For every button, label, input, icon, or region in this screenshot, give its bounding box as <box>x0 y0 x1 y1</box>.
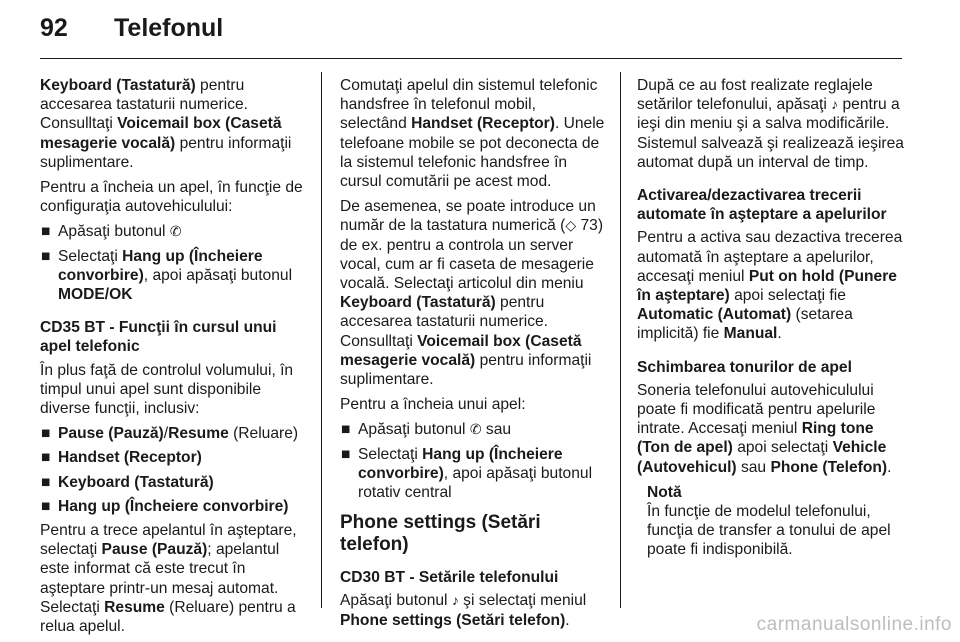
phone-menu-icon: ♪ <box>451 592 459 609</box>
list-item: ■ Selectaţi Hang up (Încheiere convorbire), apoi apăsaţi butonul rotativ central <box>341 445 593 502</box>
paragraph: Comutaţi apelul din sistemul telefonic handsfree în telefonul mobil, selectând Handset (Receptor). Unele telefoane mobile se pot deconecta de la sistemul telefonic handsfree în cursul comutării pe acest mod. <box>340 77 605 191</box>
section-heading: Schimbarea tonurilor de apel <box>637 358 852 376</box>
header-rule <box>40 58 902 59</box>
bullet-icon: ■ <box>341 421 351 439</box>
paragraph: După ce au fost realizate reglajele setărilor telefonului, apăsaţi ♪ pentru a ieşi din meniu şi a salva modificările. Sistemul salvează şi realizează ieşirea automat după un interval de timp. <box>637 77 904 171</box>
bullet-icon: ■ <box>41 497 51 515</box>
section-heading: CD30 BT - Setările telefonului <box>340 569 559 587</box>
note-box <box>647 483 905 560</box>
list-item: ■ Hang up (Încheiere convorbire) <box>41 497 289 515</box>
bullet-icon: ■ <box>341 445 351 463</box>
paragraph: Apăsaţi butonul ♪ şi selectaţi meniul Phone settings (Setări telefon). <box>340 592 587 629</box>
paragraph: Pentru a trece apelantul în aşteptare, selectaţi Pause (Pauză); apelantul este informat că este trecut în aşteptare printr-un mesaj automat. Selectaţi Resume (Reluare) pentru a relua apelul. <box>40 522 297 636</box>
note-title: Notă <box>647 483 682 501</box>
column-3 <box>637 76 905 566</box>
note-text: În funcţie de modelul telefonului, funcţia de transfer a tonului de apel poate fi indisponibilă. <box>647 503 891 559</box>
hang-up-icon: ✆ <box>469 421 482 438</box>
bullet-icon: ■ <box>41 247 51 265</box>
paragraph: Pentru a activa sau dezactiva trecerea automată în aşteptare a apelurilor, accesaţi meniul Put on hold (Punere în aşteptare) apoi selectaţi fie Automatic (Automat) (setarea implicită) fie Manual. <box>637 229 903 343</box>
page-header <box>40 14 223 54</box>
paragraph: Pentru a încheia un apel, în funcţie de configuraţia autovehiculului: <box>40 179 303 216</box>
page-number: 92 <box>40 14 68 42</box>
paragraph: De asemenea, se poate introduce un număr de la tastatura numerică (◇ 73) de ex. pentru a controla un server vocal, cum ar fi caseta de mesagerie vocală. Selectaţi articolul din meniu Keyboard (Tastatură) pentru accesarea tastaturii numerice. Consulltaţi Voicemail box (Casetă mesagerie vocală) pentru informaţii suplimentare. <box>340 198 604 389</box>
paragraph: Soneria telefonului autovehiculului poate fi modificată pentru apelurile intrate. Accesaţi meniul Ring tone (Ton de apel) apoi selectaţi Vehicle (Autovehicul) sau Phone (Telefon). <box>637 381 892 476</box>
list-item: ■ Selectaţi Hang up (Încheiere convorbire), apoi apăsaţi butonul MODE/OK <box>41 247 293 304</box>
column-2 <box>340 76 606 636</box>
list-item: ■ Apăsaţi butonul ✆ sau <box>341 421 512 439</box>
bullet-icon: ■ <box>41 449 51 467</box>
paragraph: Pentru a încheia unui apel: <box>340 396 526 414</box>
column-divider-2 <box>620 72 621 608</box>
column-divider-1 <box>321 72 322 608</box>
paragraph: Keyboard (Tastatură) pentru accesarea tastaturii numerice. Consulltaţi Voicemail box (Casetă mesagerie vocală) pentru informaţii suplimentare. <box>40 77 292 171</box>
hang-up-icon: ✆ <box>169 223 182 240</box>
section-heading: Activarea/dezactivarea trecerii automate în aşteptare a apelurilor <box>637 187 887 224</box>
page-title: Telefonul <box>114 14 224 42</box>
phone-menu-icon: ♪ <box>831 96 839 113</box>
list-item: ■ Keyboard (Tastatură) <box>41 473 214 491</box>
chapter-heading: Phone settings (Setări telefon) <box>340 512 541 556</box>
section-heading: CD35 BT - Funcţii în cursul unui apel telefonic <box>40 319 277 356</box>
page-reference-icon: ◇ <box>565 217 577 234</box>
paragraph: În plus faţă de controlul volumului, în timpul unui apel sunt disponibile diverse funcţii, inclusiv: <box>40 361 294 418</box>
bullet-icon: ■ <box>41 223 51 241</box>
watermark: carmanualsonline.info <box>756 614 952 635</box>
list-item: ■ Apăsaţi butonul ✆ <box>41 223 182 241</box>
bullet-icon: ■ <box>41 425 51 443</box>
list-item: ■ Handset (Receptor) <box>41 449 202 467</box>
column-1 <box>40 76 306 642</box>
bullet-icon: ■ <box>41 473 51 491</box>
list-item: ■ Pause (Pauză)/Resume (Reluare) <box>41 425 299 443</box>
